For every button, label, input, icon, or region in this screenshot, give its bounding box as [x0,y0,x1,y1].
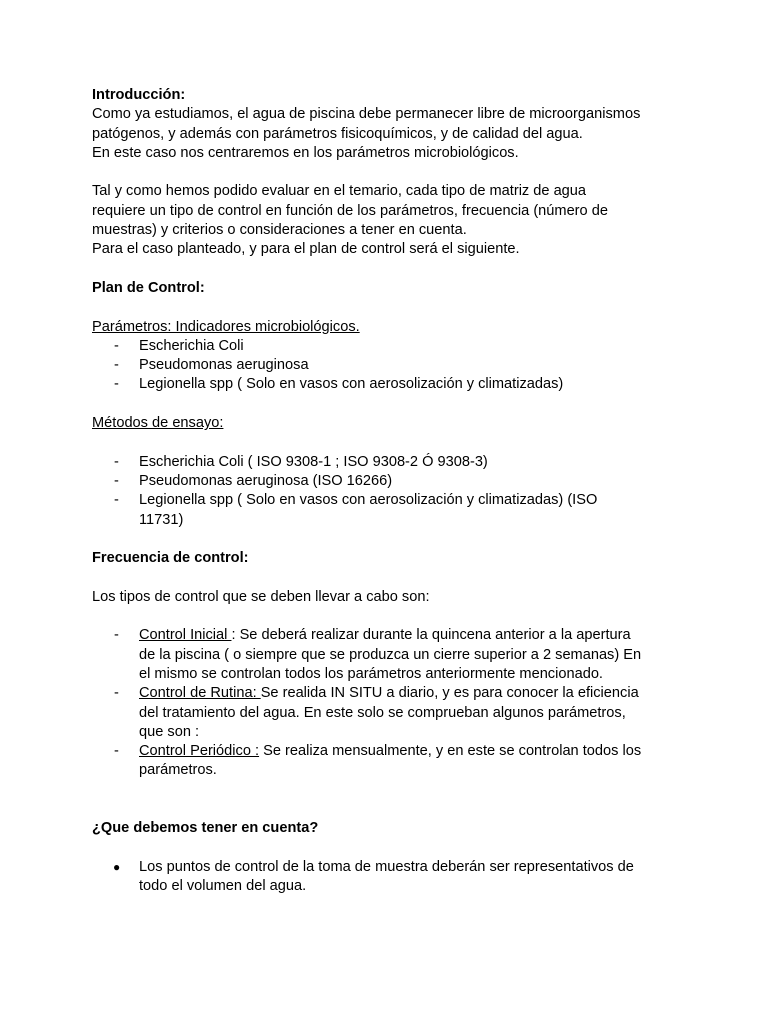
spacer [92,781,682,800]
spacer [92,530,682,549]
paragraph-line: Para el caso planteado, y para el plan de control será el siguiente. [92,241,520,258]
list-item: - Pseudomonas aeruginosa (ISO 16266) [92,472,682,491]
dash-marker: - [114,357,119,374]
cuenta-heading: ¿Que debemos tener en cuenta? [92,820,319,837]
dash-marker: - [114,472,119,489]
intro-line: Como ya estudiamos, el agua de piscina debe permanecer libre de microorganismos [92,106,641,123]
plan-heading: Plan de Control: [92,279,205,296]
intro-line: En este caso nos centraremos en los parámetros microbiológicos. [92,144,519,161]
dash-marker: - [114,376,119,393]
list-item-control-inicial: - Control Inicial : Se deberá realizar durante la quincena anterior a la apertura de la piscina ( o siempre que se produzca un cierre superior a 2 semanas) En el mismo se controlan todos los parámetros anteriormente mencionado. [114,627,642,682]
spacer [92,568,682,587]
dash-marker: - [114,685,119,702]
intro-line: patógenos, y además con parámetros fisicoquímicos, y de calidad del agua. [92,125,583,142]
spacer [92,433,682,452]
document-page [92,86,682,896]
control-periodico-label: Control Periódico : [139,743,260,760]
dash-marker: - [114,743,119,760]
control-types-list [92,626,682,780]
spacer [92,839,682,858]
list-item-control-rutina: - Control de Rutina: Se realida IN SITU a diario, y es para conocer la eficiencia del tratamiento del agua. En este solo se comprueban algunos parámetros, que son : [114,685,639,740]
spacer [92,163,682,182]
control-inicial-label: Control Inicial [139,627,232,644]
metodos-heading: Métodos de ensayo: [92,415,224,432]
spacer [92,260,682,279]
dash-marker: - [114,492,119,509]
parametros-list [92,337,682,395]
dash-marker: - [114,337,119,354]
spacer [92,800,682,819]
paragraph-line: requiere un tipo de control en función de los parámetros, frecuencia (número de [92,202,608,219]
spacer [92,298,682,317]
list-item: ● Los puntos de control de la toma de muestra deberán ser representativos de todo el volumen del agua. [113,858,634,895]
cuenta-list [92,858,682,897]
spacer [92,607,682,626]
paragraph-line: Tal y como hemos podido evaluar en el temario, cada tipo de matriz de agua [92,183,587,200]
paragraph-line: muestras) y criterios o consideraciones a tener en cuenta. [92,222,467,239]
list-item: - Escherichia Coli ( ISO 9308-1 ; ISO 9308-2 Ó 9308-3) [92,453,682,472]
metodos-list [92,453,682,530]
list-item: - Legionella spp ( Solo en vasos con aerosolización y climatizadas) [92,375,682,394]
spacer [92,395,682,414]
frecuencia-heading: Frecuencia de control: [92,550,249,567]
list-item-control-periodico: - Control Periódico : Se realiza mensualmente, y en este se controlan todos los parámetros. [114,743,642,779]
dash-marker: - [114,453,119,470]
list-item: - Escherichia Coli [92,337,682,356]
bullet-icon: ● [113,859,121,874]
parametros-heading: Parámetros: Indicadores microbiológicos. [92,318,360,335]
dash-marker: - [114,627,119,644]
list-item: - Legionella spp ( Solo en vasos con aerosolización y climatizadas) (ISO 11731) [114,492,598,528]
frecuencia-intro: Los tipos de control que se deben llevar a cabo son: [92,588,430,605]
intro-heading: Introducción: [92,87,186,103]
list-item: - Pseudomonas aeruginosa [92,356,682,375]
control-rutina-label: Control de Rutina: [139,685,261,702]
